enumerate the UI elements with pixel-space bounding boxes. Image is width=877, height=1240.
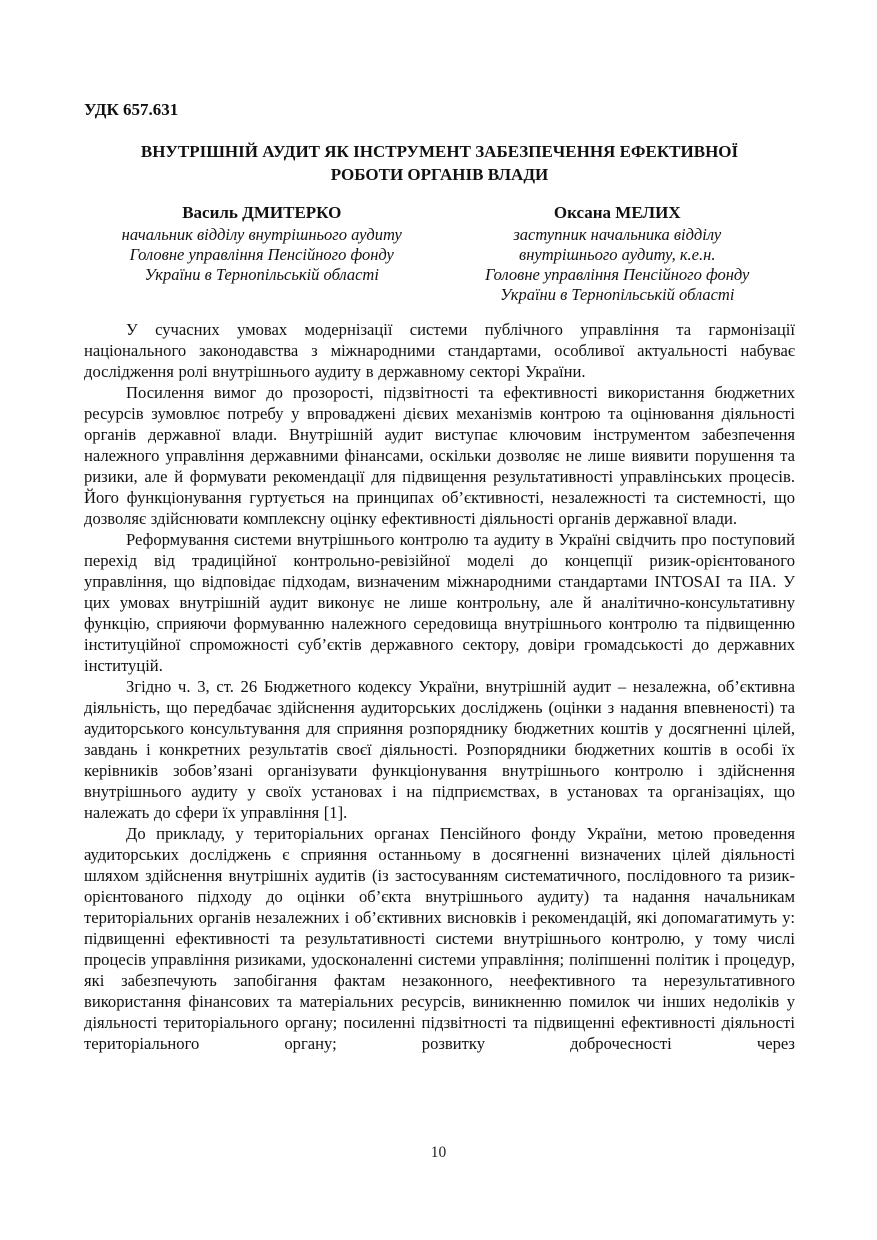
author-name: Оксана МЕЛИХ [553,203,681,222]
page-number: 10 [430,1144,447,1161]
article-title: ВНУТРІШНІЙ АУДИТ ЯК ІНСТРУМЕНТ ЗАБЕЗПЕЧЕННЯ ЕФЕКТИВНОЇ РОБОТИ ОРГАНІВ ВЛАДИ [140,142,739,184]
authors-block [84,202,795,305]
author-affiliation-line: Головне управління Пенсійного фонду [129,245,394,264]
paragraph: Посилення вимог до прозорості, підзвітності та ефективності використання бюджетних ресурсів зумовлює потребу у впроваджені дієвих механізмів контрою та оцінювання діяльності органів державної влади. Внутрішній аудит виступає ключовим інструментом забезпечення належного управління державними фінансами, оскільки дозволяє не лише виявити порушення та ризики, але й формувати рекомендації для підвищення результативності управлінських процесів. Його функціонування гуртується на принципах об’єктивності, незалежності та системності, що дозволяє здійснювати комплексну оцінку ефективності діяльності органів державної влади. [84,383,795,528]
paragraph: Згідно ч. 3, ст. 26 Бюджетного кодексу України, внутрішній аудит – незалежна, об’єктивна діяльність, що передбачає здійснення аудиторських досліджень (оцінки з надання впевненості) та аудиторського консультування для сприяння розпоряднику бюджетних коштів у досягненні цілей, завдань і конкретних результатів своєї діяльності. Розпорядники бюджетних коштів в особі їх керівників зобов’язані організувати функціонування внутрішнього контролю і здійснення внутрішнього аудиту у своїх установах і на підприємствах, в установах та організаціях, що належать до сфери їх управління [1]. [84,677,795,822]
author-name: Василь ДМИТЕРКО [182,203,342,222]
page-content [84,0,795,1054]
author-affiliation-line: внутрішнього аудиту, к.е.н. [519,245,716,264]
paragraph: До прикладу, у територіальних органах Пенсійного фонду України, метою проведення аудиторських досліджень є сприяння останньому в досягненні визначених цілей діяльності шляхом здійснення внутрішніх аудитів (із застосуванням систематичного, послідовного та ризик-орієнтованого підходу до оцінки об’єкта внутрішнього аудиту) та надання начальникам територіальних органів незалежних і об’єктивних висновків і рекомендацій, які допомагатимуть у: підвищенні ефективності та результативності системи внутрішнього контролю, у тому числі процесів управління ризиками, удосконаленні системи управління; поліпшенні політик і процедур, які забезпечують запобігання фактам незаконного, неефективного та нерезультативного використання фінансових та матеріальних ресурсів, виникненню помилок чи інших недоліків у діяльності територіального органу; посиленні підзвітності та підвищенні ефективності діяльності територіального органу; розвитку доброчесності через [84,824,795,1053]
paragraph: У сучасних умовах модернізації системи публічного управління та гармонізації національного законодавства з міжнародними стандартами, особливої актуальності набуває дослідження ролі внутрішнього аудиту в державному секторі України. [84,320,795,381]
author-affiliation-line: Головне управління Пенсійного фонду [485,265,750,284]
author-affiliation-line: України в Тернопільській області [144,265,379,284]
author-left [84,202,440,305]
author-affiliation-line: України в Тернопільській області [500,285,735,304]
udc-code: УДК 657.631 [84,100,179,119]
article-body [84,319,795,1054]
author-right [440,202,796,305]
author-affiliation-line: начальник відділу внутрішнього аудиту [121,225,402,244]
paragraph: Реформування системи внутрішнього контролю та аудиту в Україні свідчить про поступовий перехід від традиційної контрольно-ревізійної моделі до концепції ризик-орієнтованого управління, що відповідає підходам, визначеним міжнародними стандартами INTOSAI та IIA. У цих умовах внутрішній аудит виконує не лише контрольну, але й аналітично-консультативну функцію, сприяючи формуванню належного середовища внутрішнього контролю та підвищенню інституційної спроможності суб’єктів державного сектору, довіри громадськості до державних інституцій. [84,530,795,675]
author-affiliation-line: заступник начальника відділу [513,225,722,244]
